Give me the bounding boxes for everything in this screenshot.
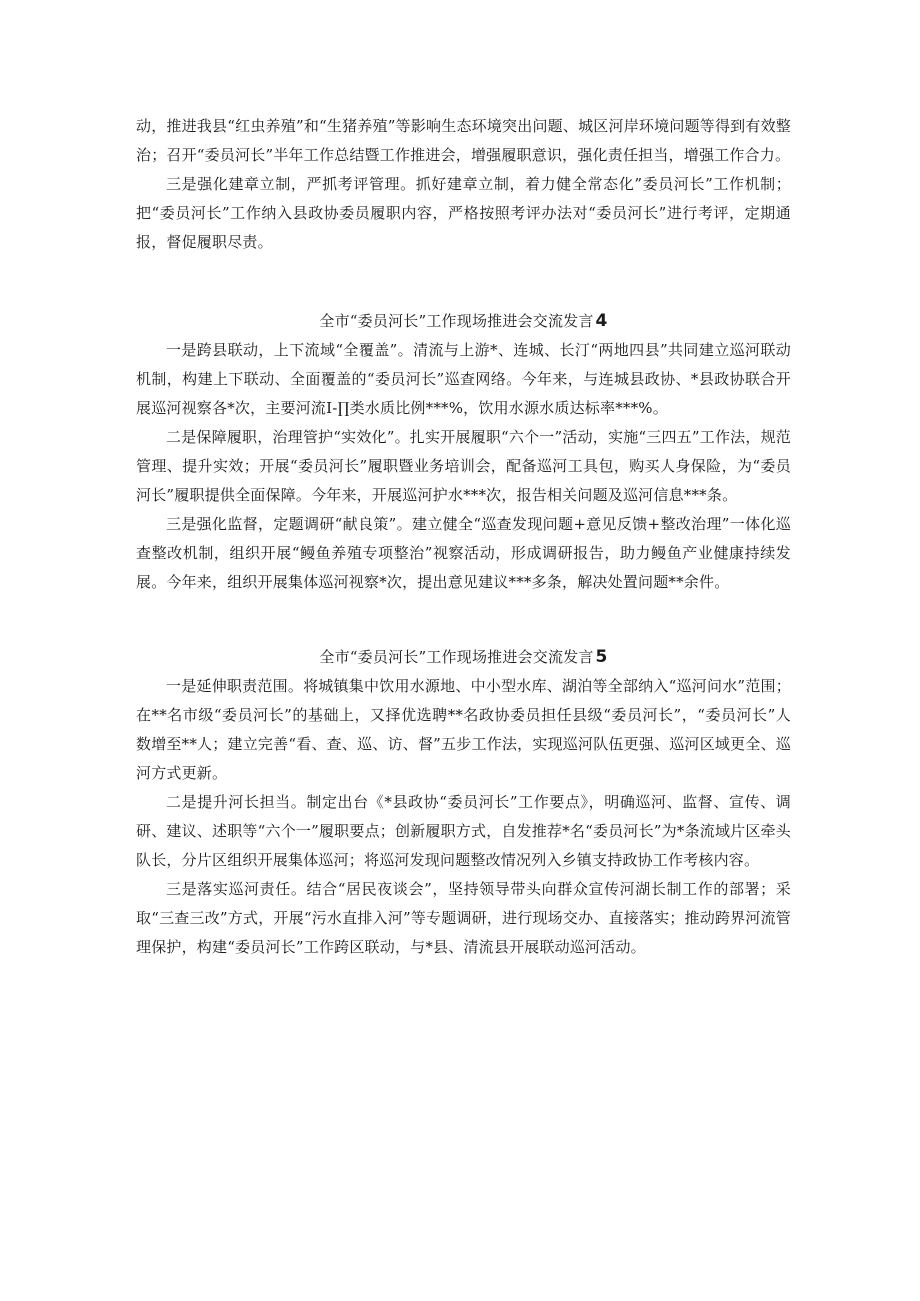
section-spacer <box>136 257 791 307</box>
section-5-paragraph-2: 二是提升河长担当。制定出台《*县政协“委员河长”工作要点》，明确巡河、监督、宣传、调研、建议、述职等“六个一”履职要点；创新履职方式，自发推荐*名“委员河长”为*条流域片区牵头队长，分片区组织开展集体巡河；将巡河发现问题整改情况列入乡镇支持政协工作考核内容。 <box>136 793 791 869</box>
continuation-paragraph-1: 动，推进我县“红虫养殖”和“生猪养殖”等影响生态环境突出问题、城区河岸环境问题等得到有效整治；召开“委员河长”半年工作总结暨工作推进会，增强履职意识，强化责任担当，增强工作合力。 <box>136 117 791 164</box>
section-5-paragraph-3: 三是落实巡河责任。结合“居民夜谈会”，坚持领导带头向群众宣传河湖长制工作的部署；采取“三查三改”方式，开展“污水直排入河”等专题调研，进行现场交办、直接落实；推动跨界河流管理保护，构建“委员河长”工作跨区联动，与*县、清流县开展联动巡河活动。 <box>136 880 791 956</box>
section-5-paragraph-1: 一是延伸职责范围。将城镇集中饮用水源地、中小型水库、湖泊等全部纳入“巡河问水”范围；在**名市级“委员河长”的基础上，又择优选聘**名政协委员担任县级“委员河长”，“委员河长”人数增至**人；建立完善“看、查、巡、访、督”五步工作法，实现巡河队伍更强、巡河区域更全、巡河方式更新。 <box>136 677 791 782</box>
section-4-paragraph-2: 二是保障履职，治理管护“实效化”。扎实开展履职“六个一”活动，实施“三四五”工作法，规范管理、提升实效；开展“委员河长”履职暨业务培训会，配备巡河工具包，购买人身保险，为“委员河长”履职提供全面保障。今年来，开展巡河护水***次，报告相关问题及巡河信息***条。 <box>136 428 791 504</box>
section-4-number: 4 <box>595 311 608 331</box>
section-4-paragraph-3: 三是强化监督，定题调研“献良策”。建立健全“巡查发现问题+意见反馈+整改治理”一体化巡查整改机制，组织开展“鳗鱼养殖专项整治”视察活动，形成调研报告，助力鳗鱼产业健康持续发展。今年来，组织开展集体巡河视察*次，提出意见建议***多条，解决处置问题**余件。 <box>136 515 791 591</box>
section-5-title <box>136 643 791 672</box>
continuation-paragraph-2: 三是强化建章立制，严抓考评管理。抓好建章立制，着力健全常态化”委员河长”工作机制；把“委员河长”工作纳入县政协委员履职内容，严格按照考评办法对“委员河长”进行考评，定期通报，督促履职尽责。 <box>136 175 791 251</box>
section-5-number: 5 <box>595 647 608 667</box>
section-4-title <box>136 307 791 336</box>
section-5-title-text: 全市“委员河长”工作现场推进会交流发言 <box>319 648 594 666</box>
document-page <box>136 112 791 962</box>
section-4-title-text: 全市“委员河长”工作现场推进会交流发言 <box>319 312 594 330</box>
section-spacer <box>136 597 791 643</box>
section-4-paragraph-1: 一是跨县联动，上下流域“全覆盖”。清流与上游*、连城、长汀“两地四县”共同建立巡河联动机制，构建上下联动、全面覆盖的“委员河长”巡查网络。今年来，与连城县政协、*县政协联合开展巡河视察各*次，主要河流Ⅰ-∏类水质比例***%，饮用水源水质达标率***%。 <box>136 341 791 417</box>
